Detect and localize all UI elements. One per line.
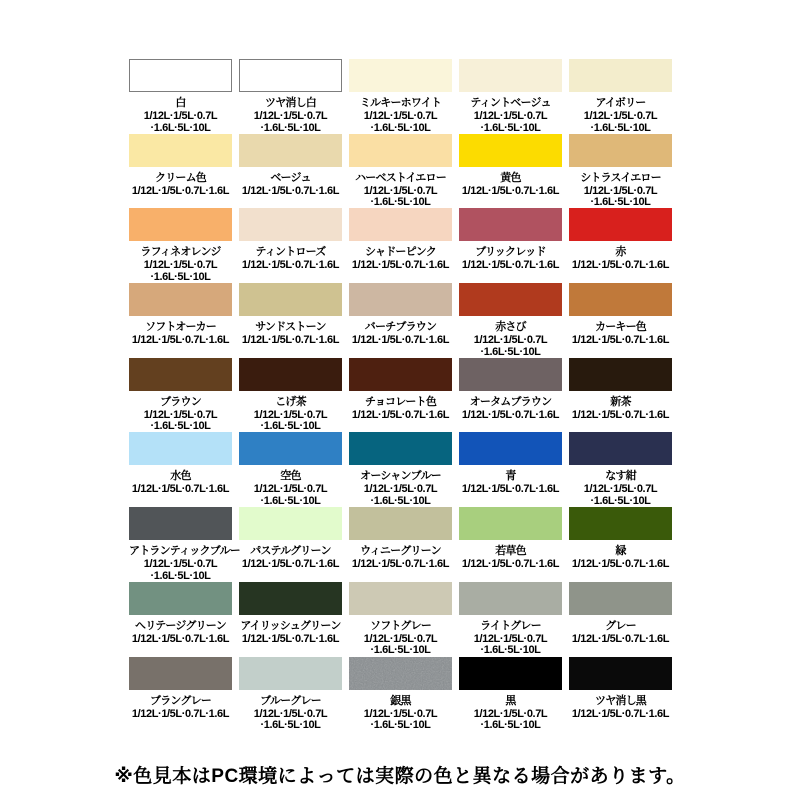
color-sizes xyxy=(569,410,672,422)
color-cell xyxy=(349,358,452,433)
color-sizes xyxy=(459,260,562,272)
color-sizes-line: 1/12L·1/5L·0.7L·1.6L xyxy=(571,259,670,272)
color-name: ブラングレー xyxy=(150,694,211,707)
color-cell xyxy=(129,358,232,433)
color-name: ラフィネオレンジ xyxy=(140,246,221,259)
color-sizes-line: ·1.6L·5L·10L xyxy=(150,420,211,433)
color-sizes-line: 1/12L·1/5L·0.7L·1.6L xyxy=(571,632,670,645)
color-sizes-line: 1/12L·1/5L·0.7L·1.6L xyxy=(351,259,450,272)
color-sizes-line: 1/12L·1/5L·0.7L xyxy=(363,707,438,720)
color-sizes xyxy=(129,559,232,582)
color-sizes xyxy=(129,484,232,496)
color-sizes-line: 1/12L·1/5L·0.7L xyxy=(473,707,548,720)
color-name: シャドーピンク xyxy=(365,246,436,259)
color-sizes-line: 1/12L·1/5L·0.7L xyxy=(473,334,548,347)
color-sizes-line: ·1.6L·5L·10L xyxy=(150,270,211,283)
color-sizes-line: 1/12L·1/5L·0.7L·1.6L xyxy=(131,707,230,720)
color-sizes-line: ·1.6L·5L·10L xyxy=(260,420,321,433)
color-sizes-line: 1/12L·1/5L·0.7L·1.6L xyxy=(461,558,560,571)
color-sizes xyxy=(129,335,232,347)
color-sizes xyxy=(349,410,452,422)
color-name: アイボリー xyxy=(595,97,646,109)
color-cell xyxy=(239,283,342,358)
color-name: カーキー色 xyxy=(595,321,646,334)
color-sizes-line: 1/12L·1/5L·0.7L xyxy=(473,110,548,122)
color-sizes-line: ·1.6L·5L·10L xyxy=(480,121,541,134)
color-sizes-line: 1/12L·1/5L·0.7L xyxy=(143,408,218,421)
color-sizes-line: 1/12L·1/5L·0.7L·1.6L xyxy=(241,184,340,197)
color-swatch xyxy=(459,582,562,615)
color-sizes-line: 1/12L·1/5L·0.7L xyxy=(363,110,438,122)
color-sizes-line: 1/12L·1/5L·0.7L·1.6L xyxy=(571,334,670,347)
color-sizes-line: 1/12L·1/5L·0.7L·1.6L xyxy=(461,184,560,197)
color-sizes xyxy=(349,484,452,507)
color-sizes-line: ·1.6L·5L·10L xyxy=(370,196,431,209)
color-name: ソフトグレー xyxy=(370,619,431,632)
color-name: ブルーグレー xyxy=(260,694,321,707)
color-sizes xyxy=(569,484,672,507)
color-sizes-line: 1/12L·1/5L·0.7L xyxy=(253,707,328,720)
color-name: ソフトオーカー xyxy=(145,321,216,334)
color-sizes xyxy=(129,709,232,721)
color-sizes xyxy=(239,260,342,272)
color-sizes-line: ·1.6L·5L·10L xyxy=(370,644,431,657)
color-sizes-line: 1/12L·1/5L·0.7L·1.6L xyxy=(351,558,450,571)
color-sizes-line: 1/12L·1/5L·0.7L xyxy=(363,483,438,496)
color-sizes-line: 1/12L·1/5L·0.7L xyxy=(473,632,548,645)
color-sizes-line: 1/12L·1/5L·0.7L xyxy=(253,408,328,421)
color-sizes-line: 1/12L·1/5L·0.7L·1.6L xyxy=(461,483,560,496)
color-swatch xyxy=(239,208,342,241)
color-cell xyxy=(129,432,232,507)
color-sizes xyxy=(569,111,672,134)
color-swatch xyxy=(349,134,452,167)
color-swatch xyxy=(349,358,452,391)
color-sizes-line: 1/12L·1/5L·0.7L·1.6L xyxy=(571,558,670,571)
color-swatch xyxy=(349,208,452,241)
color-name: バーチブラウン xyxy=(364,321,437,334)
color-swatch xyxy=(569,208,672,241)
color-swatch xyxy=(459,59,562,92)
color-swatch xyxy=(349,582,452,615)
color-name: ブリックレッド xyxy=(475,246,546,259)
color-swatch xyxy=(129,134,232,167)
color-cell xyxy=(459,134,562,209)
color-swatch xyxy=(239,283,342,316)
color-name: ブラウン xyxy=(160,395,201,408)
color-sizes-line: ·1.6L·5L·10L xyxy=(590,494,651,507)
color-sizes xyxy=(569,559,672,571)
color-name: ツヤ消し黒 xyxy=(595,694,646,707)
color-cell xyxy=(129,134,232,209)
color-cell xyxy=(459,208,562,283)
color-swatch xyxy=(459,507,562,540)
color-sizes xyxy=(349,634,452,657)
color-swatch xyxy=(349,657,452,690)
color-sizes xyxy=(239,559,342,571)
color-cell xyxy=(239,582,342,657)
color-sizes xyxy=(459,410,562,422)
color-swatch xyxy=(129,358,232,391)
color-name: オーシャンブルー xyxy=(360,470,441,483)
color-name: 黄色 xyxy=(500,171,521,184)
color-swatch xyxy=(349,283,452,316)
color-swatch xyxy=(239,59,342,92)
color-sizes-line: ·1.6L·5L·10L xyxy=(370,719,431,731)
color-swatch xyxy=(239,507,342,540)
color-cell xyxy=(459,432,562,507)
color-swatch xyxy=(129,283,232,316)
color-swatch xyxy=(349,507,452,540)
color-sizes-line: ·1.6L·5L·10L xyxy=(150,569,211,582)
color-sizes-line: ·1.6L·5L·10L xyxy=(260,121,321,134)
color-name: 白 xyxy=(175,97,186,109)
color-name: 黒 xyxy=(505,694,516,707)
color-sizes-line: 1/12L·1/5L·0.7L xyxy=(583,483,658,496)
color-sizes-line: 1/12L·1/5L·0.7L·1.6L xyxy=(131,184,230,197)
color-name: ツヤ消し白 xyxy=(265,97,316,109)
color-sizes-line: ·1.6L·5L·10L xyxy=(480,719,541,731)
color-swatch xyxy=(569,507,672,540)
color-cell xyxy=(349,582,452,657)
color-sizes-line: ·1.6L·5L·10L xyxy=(370,121,431,134)
color-swatch xyxy=(459,432,562,465)
color-sizes-line: 1/12L·1/5L·0.7L·1.6L xyxy=(461,259,560,272)
color-name: こげ茶 xyxy=(275,395,306,408)
color-sizes-line: 1/12L·1/5L·0.7L xyxy=(363,632,438,645)
color-name: アイリッシュグリーン xyxy=(240,619,341,632)
color-sizes xyxy=(569,186,672,209)
color-sizes-line: 1/12L·1/5L·0.7L xyxy=(583,110,658,122)
color-cell xyxy=(569,582,672,657)
color-sizes-line: ·1.6L·5L·10L xyxy=(480,345,541,358)
color-sizes-line: ·1.6L·5L·10L xyxy=(590,121,651,134)
color-sizes xyxy=(129,260,232,283)
color-cell xyxy=(239,358,342,433)
color-cell xyxy=(569,59,672,134)
color-sizes xyxy=(129,111,232,134)
color-cell xyxy=(129,283,232,358)
color-sizes xyxy=(459,186,562,198)
color-sizes-line: 1/12L·1/5L·0.7L·1.6L xyxy=(131,334,230,347)
color-cell xyxy=(129,59,232,134)
color-name: パステルグリーン xyxy=(250,545,331,558)
color-name: 赤 xyxy=(615,246,626,259)
color-swatch xyxy=(349,59,452,92)
color-cell xyxy=(459,582,562,657)
color-cell xyxy=(349,208,452,283)
color-name: オータムブラウン xyxy=(469,395,552,408)
color-sizes xyxy=(459,559,562,571)
color-cell xyxy=(569,358,672,433)
color-cell xyxy=(239,432,342,507)
color-cell xyxy=(569,432,672,507)
color-name: サンドストーン xyxy=(255,321,326,334)
color-name: 若草色 xyxy=(495,545,526,558)
color-cell xyxy=(129,657,232,732)
color-sizes xyxy=(569,260,672,272)
color-name: 水色 xyxy=(170,470,191,483)
color-swatch xyxy=(239,134,342,167)
color-cell xyxy=(349,134,452,209)
color-sizes xyxy=(239,484,342,507)
color-sizes xyxy=(129,634,232,646)
color-cell xyxy=(569,657,672,732)
color-sizes-line: 1/12L·1/5L·0.7L·1.6L xyxy=(131,632,230,645)
color-sizes-line: ·1.6L·5L·10L xyxy=(370,494,431,507)
color-cell xyxy=(129,507,240,582)
color-swatch xyxy=(129,208,232,241)
color-sizes-line: 1/12L·1/5L·0.7L·1.6L xyxy=(461,408,560,421)
color-cell xyxy=(459,59,562,134)
color-cell xyxy=(239,134,342,209)
color-cell xyxy=(239,507,342,582)
color-sizes xyxy=(129,410,232,433)
color-sizes-line: ·1.6L·5L·10L xyxy=(480,644,541,657)
color-swatch xyxy=(129,432,232,465)
color-sizes xyxy=(349,335,452,347)
color-name: なす紺 xyxy=(605,470,636,483)
color-sizes-line: 1/12L·1/5L·0.7L xyxy=(143,259,218,272)
color-swatch xyxy=(239,582,342,615)
color-swatch xyxy=(129,582,232,615)
color-cell xyxy=(239,657,342,732)
color-sizes-line: 1/12L·1/5L·0.7L·1.6L xyxy=(351,334,450,347)
color-cell xyxy=(239,208,342,283)
color-sizes-line: 1/12L·1/5L·0.7L xyxy=(583,184,658,197)
color-name: シトラスイエロー xyxy=(580,171,661,184)
color-sizes xyxy=(239,335,342,347)
color-sizes-line: 1/12L·1/5L·0.7L·1.6L xyxy=(241,632,340,645)
color-sizes xyxy=(569,335,672,347)
color-sizes-line: 1/12L·1/5L·0.7L·1.6L xyxy=(571,707,670,720)
color-name: チョコレート色 xyxy=(364,395,437,408)
color-sizes-line: 1/12L·1/5L·0.7L·1.6L xyxy=(241,558,340,571)
color-name: ライトグレー xyxy=(480,619,541,632)
color-name: 緑 xyxy=(615,545,626,558)
color-sizes xyxy=(569,634,672,646)
color-name: アトランティックブルー xyxy=(129,545,240,558)
color-sizes xyxy=(349,260,452,272)
color-sizes xyxy=(239,634,342,646)
color-sizes-line: 1/12L·1/5L·0.7L·1.6L xyxy=(571,408,670,421)
color-swatch xyxy=(239,358,342,391)
color-swatch xyxy=(569,134,672,167)
color-cell xyxy=(569,283,672,358)
color-swatch xyxy=(129,507,232,540)
color-name: ヘリテージグリーン xyxy=(135,619,226,632)
color-sizes xyxy=(459,335,562,358)
color-sizes xyxy=(129,186,232,198)
color-cell xyxy=(459,358,562,433)
color-sizes xyxy=(349,559,452,571)
color-cell xyxy=(349,657,452,732)
color-cell xyxy=(349,432,452,507)
color-sizes xyxy=(459,634,562,657)
color-swatch xyxy=(569,582,672,615)
color-cell xyxy=(349,283,452,358)
color-name: 空色 xyxy=(280,470,301,483)
color-name: ミルキーホワイト xyxy=(359,97,442,109)
color-sizes xyxy=(349,111,452,134)
color-sizes xyxy=(239,709,342,732)
color-name: ティントローズ xyxy=(255,246,326,259)
color-sizes-line: 1/12L·1/5L·0.7L xyxy=(143,110,218,122)
color-name: ティントベージュ xyxy=(470,97,551,109)
color-sizes-line: 1/12L·1/5L·0.7L xyxy=(253,483,328,496)
color-cell xyxy=(129,208,232,283)
color-swatch xyxy=(129,59,232,92)
color-sizes xyxy=(349,709,452,732)
color-cell xyxy=(569,507,672,582)
color-name: ハーベストイエロー xyxy=(355,171,446,184)
disclaimer-note: ※色見本はPC環境によっては実際の色と異なる場合があります。 xyxy=(114,766,686,787)
color-sizes-line: ·1.6L·5L·10L xyxy=(150,121,211,134)
color-sizes-line: ·1.6L·5L·10L xyxy=(260,719,321,731)
color-swatch xyxy=(239,657,342,690)
color-sizes-line: ·1.6L·5L·10L xyxy=(260,494,321,507)
color-swatch xyxy=(569,283,672,316)
color-sizes xyxy=(349,186,452,209)
color-sizes-line: 1/12L·1/5L·0.7L xyxy=(363,184,438,197)
color-sizes-line: 1/12L·1/5L·0.7L·1.6L xyxy=(241,334,340,347)
color-name: ベージュ xyxy=(270,171,311,184)
color-name: グレー xyxy=(605,619,636,632)
color-swatch xyxy=(459,358,562,391)
color-name: 新茶 xyxy=(610,395,631,408)
color-cell xyxy=(459,657,562,732)
color-swatch xyxy=(459,134,562,167)
color-cell xyxy=(459,507,562,582)
color-sizes xyxy=(459,709,562,732)
color-cell xyxy=(129,582,232,657)
color-swatch xyxy=(569,358,672,391)
color-sizes-line: 1/12L·1/5L·0.7L·1.6L xyxy=(351,408,450,421)
color-swatch xyxy=(459,208,562,241)
color-name: 銀黒 xyxy=(390,694,411,707)
color-sizes-line: 1/12L·1/5L·0.7L·1.6L xyxy=(131,483,230,496)
color-name: 青 xyxy=(505,470,516,483)
color-swatch xyxy=(239,432,342,465)
color-sizes xyxy=(239,410,342,433)
color-swatch xyxy=(569,432,672,465)
metallic-texture xyxy=(349,657,452,690)
color-swatch xyxy=(129,657,232,690)
color-cell xyxy=(239,59,342,134)
color-swatch xyxy=(569,59,672,92)
color-sizes-line: 1/12L·1/5L·0.7L xyxy=(253,110,328,122)
color-sizes-line: ·1.6L·5L·10L xyxy=(590,196,651,209)
color-cell xyxy=(569,134,672,209)
color-sizes xyxy=(239,111,342,134)
color-name: クリーム色 xyxy=(155,171,206,184)
color-cell xyxy=(569,208,672,283)
color-sizes xyxy=(459,484,562,496)
color-name: 赤さび xyxy=(495,321,526,334)
color-swatch xyxy=(459,657,562,690)
color-sizes xyxy=(239,186,342,198)
color-cell xyxy=(349,59,452,134)
color-sizes xyxy=(569,709,672,721)
color-sizes-line: 1/12L·1/5L·0.7L xyxy=(143,558,218,571)
color-swatch xyxy=(349,432,452,465)
color-swatch xyxy=(459,283,562,316)
color-cell xyxy=(459,283,562,358)
color-sizes xyxy=(459,111,562,134)
color-grid xyxy=(129,59,672,731)
color-sizes-line: 1/12L·1/5L·0.7L·1.6L xyxy=(241,259,340,272)
color-cell xyxy=(349,507,452,582)
color-swatch xyxy=(569,657,672,690)
color-name: ウィニーグリーン xyxy=(360,545,441,558)
